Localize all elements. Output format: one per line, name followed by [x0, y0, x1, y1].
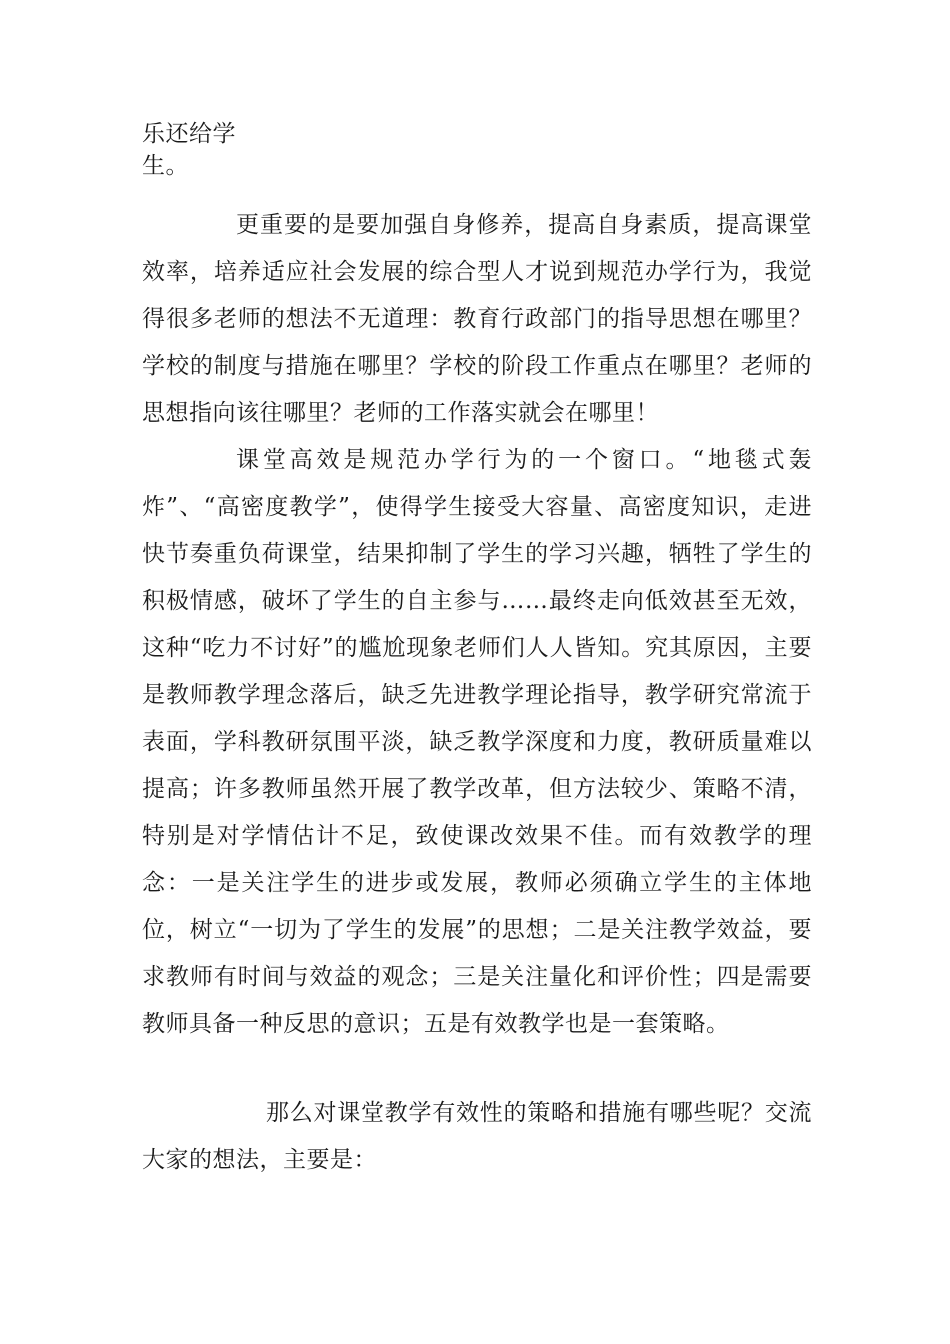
fragment-line: 生。 — [142, 153, 189, 179]
fragment-line: 乐还给学 — [142, 121, 236, 147]
paragraph-efficient-classroom: 课堂高效是规范办学行为的一个窗口。“地毯式轰炸”、“高密度教学”，使得学生接受大容量、高密度知识，走进快节奏重负荷课堂，结果抑制了学生的学习兴趣，牺牲了学生的积极情感，破坏了学生的自主参与……最终走向低效甚至无效，这种“吃力不讨好”的尴尬现象老师们人人皆知。究其原因，主要是教师教学理念落后，缺乏先进教学理论指导，教学研究常流于表面，学科教研氛围平淡，缺乏教学深度和力度，教研质量难以提高；许多教师虽然开展了教学改革，但方法较少、策略不清，特别是对学情估计不足，致使课改效果不佳。而有效教学的理念：一是关注学生的进步或发展，教师必须确立学生的主体地位，树立“一切为了学生的发展”的思想；二是关注教学效益，要求教师有时间与效益的观念；三是关注量化和评价性；四是需要教师具备一种反思的意识；五是有效教学也是一套策略。 — [142, 447, 812, 1037]
continued-text-fragment — [142, 118, 812, 182]
paragraph-strategies-question: 那么对课堂教学有效性的策略和措施有哪些呢？交流大家的想法，主要是： — [142, 1100, 812, 1173]
paragraph-self-improvement: 更重要的是要加强自身修养，提高自身素质，提高课堂效率，培养适应社会发展的综合型人才说到规范办学行为，我觉得很多老师的想法不无道理：教育行政部门的指导思想在哪里？学校的制度与措施在哪里？学校的阶段工作重点在哪里？老师的思想指向该往哪里？老师的工作落实就会在哪里！ — [142, 212, 812, 426]
